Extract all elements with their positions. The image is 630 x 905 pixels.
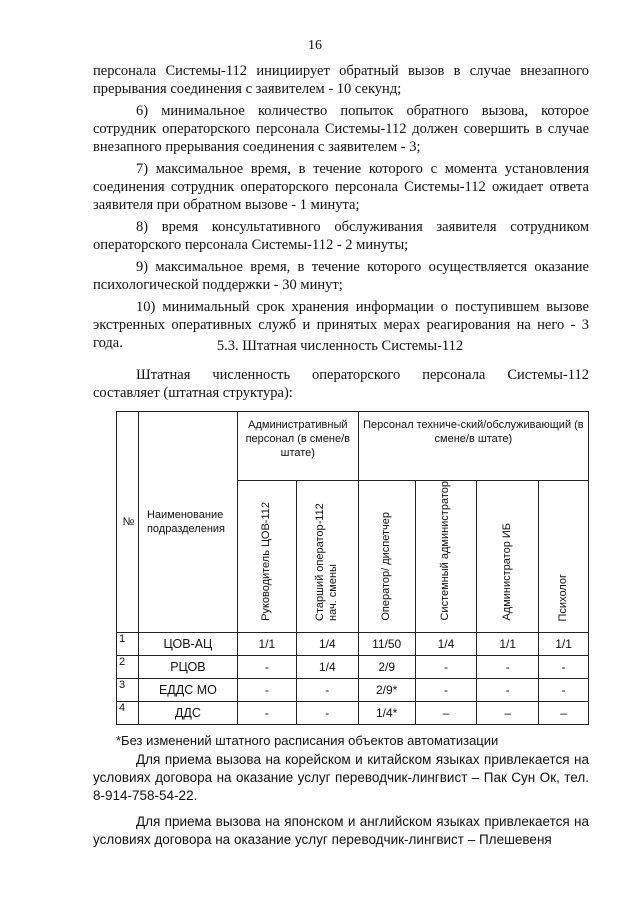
paragraph-item-10: 10) минимальный срок хранения информации о поступившем вызове экстренных оперативных служб и принятых мерах реагирования на него - 3 года. (93, 299, 589, 351)
table-header-row-1 (117, 412, 589, 481)
table-cell: - (237, 656, 296, 679)
table-cell: 1/4 (296, 656, 358, 679)
row-number: 1 (117, 633, 139, 656)
lead-word: операторского (312, 367, 401, 383)
row-unit-name: ДДС (138, 702, 237, 725)
lead-word: персонала (422, 367, 486, 383)
header-number: № (117, 412, 139, 633)
header-tech-group: Персонал техниче-ский/обслуживающий (в смене/в штате) (358, 412, 588, 481)
table-cell: 1/1 (539, 633, 589, 656)
page-number: 16 (308, 38, 322, 53)
header-unit-name: Наименование подразделения (138, 412, 237, 633)
table-cell: - (237, 679, 296, 702)
table-row (117, 633, 589, 656)
table-cell: - (477, 679, 539, 702)
table-cell: - (296, 679, 358, 702)
table-cell: 11/50 (358, 633, 415, 656)
table-cell: - (477, 656, 539, 679)
table-row (117, 702, 589, 725)
table-cell: – (477, 702, 539, 725)
table-cell: - (539, 679, 589, 702)
table-row (117, 656, 589, 679)
table-cell: - (415, 679, 477, 702)
lead-word: численность (212, 367, 291, 383)
row-number: 3 (117, 679, 139, 702)
section-heading: 5.3. Штатная численность Системы-112 (216, 338, 464, 354)
row-number: 4 (117, 702, 139, 725)
table-cell: - (415, 656, 477, 679)
header-col-sysadmin: Системный администратор (415, 481, 477, 633)
table-cell: 1/1 (477, 633, 539, 656)
lead-line-2: составляет (штатная структура): (93, 385, 293, 401)
row-unit-name: РЦОВ (138, 656, 237, 679)
paragraph-item-9: 9) максимальное время, в течение которого осуществляется оказание психологической поддержки - 30 минут; (93, 259, 589, 293)
header-col-security-admin: Администратор ИБ (477, 481, 539, 633)
row-unit-name: ЦОВ-АЦ (138, 633, 237, 656)
table-cell: 1/4 (296, 633, 358, 656)
header-admin-group: Административный персонал (в смене/в штате) (237, 412, 358, 481)
paragraph-item-8: 8) время консультативного обслуживания заявителя сотрудником операторского персонала Системы-112 - 2 минуты; (93, 219, 589, 253)
staff-table (116, 411, 589, 725)
after-table-text (93, 751, 589, 857)
lead-paragraph (93, 366, 589, 402)
table-cell: 2/9 (358, 656, 415, 679)
table-cell: 1/4* (358, 702, 415, 725)
table-cell: – (415, 702, 477, 725)
header-col-senior: Старший оператор-112 нач. смены (296, 481, 358, 633)
row-unit-name: ЕДДС МО (138, 679, 237, 702)
paragraph-translator-japanese: Для приема вызова на японском и английском языках привлекается на условиях договора на оказание услуг переводчик-лингвист – Плешевеня (93, 814, 589, 847)
table-row (117, 679, 589, 702)
lead-word: Системы-112 (507, 367, 589, 383)
header-col-psychologist: Психолог (539, 481, 589, 633)
paragraph-item-6: 6) минимальное количество попыток обратного вызова, которое сотрудник операторского персонала Системы-112 должен совершить в случае внезапного прерывания соединения с заявителем - 3; (93, 103, 589, 155)
table-cell: – (539, 702, 589, 725)
table-footnote: *Без изменений штатного расписания объектов автоматизации (116, 733, 499, 748)
paragraph-continuation: персонала Системы-112 инициирует обратный вызов в случае внезапного прерывания соединения с заявителем - 10 секунд; (93, 63, 589, 97)
lead-word: Штатная (136, 367, 191, 383)
table-cell: - (296, 702, 358, 725)
paragraph-item-7: 7) максимальное время, в течение которого с момента установления соединения сотрудник операторского персонала Системы-112 ожидает ответа заявителя при обратном вызове - 1 минута; (93, 161, 589, 213)
paragraph-translator-korean: Для приема вызова на корейском и китайском языках привлекается на условиях договора на оказание услуг переводчик-лингвист – Пак Сун Ок, тел. 8-914-758-54-22. (93, 752, 589, 803)
table-cell: 2/9* (358, 679, 415, 702)
table-cell: - (539, 656, 589, 679)
row-number: 2 (117, 656, 139, 679)
table-cell: 1/1 (237, 633, 296, 656)
table-cell: 1/4 (415, 633, 477, 656)
table-cell: - (237, 702, 296, 725)
body-text (93, 62, 589, 356)
header-col-operator: Оператор/ диспетчер (358, 481, 415, 633)
lead-line-1 (93, 366, 589, 384)
header-col-head: Руководитель ЦОВ-112 (237, 481, 296, 633)
